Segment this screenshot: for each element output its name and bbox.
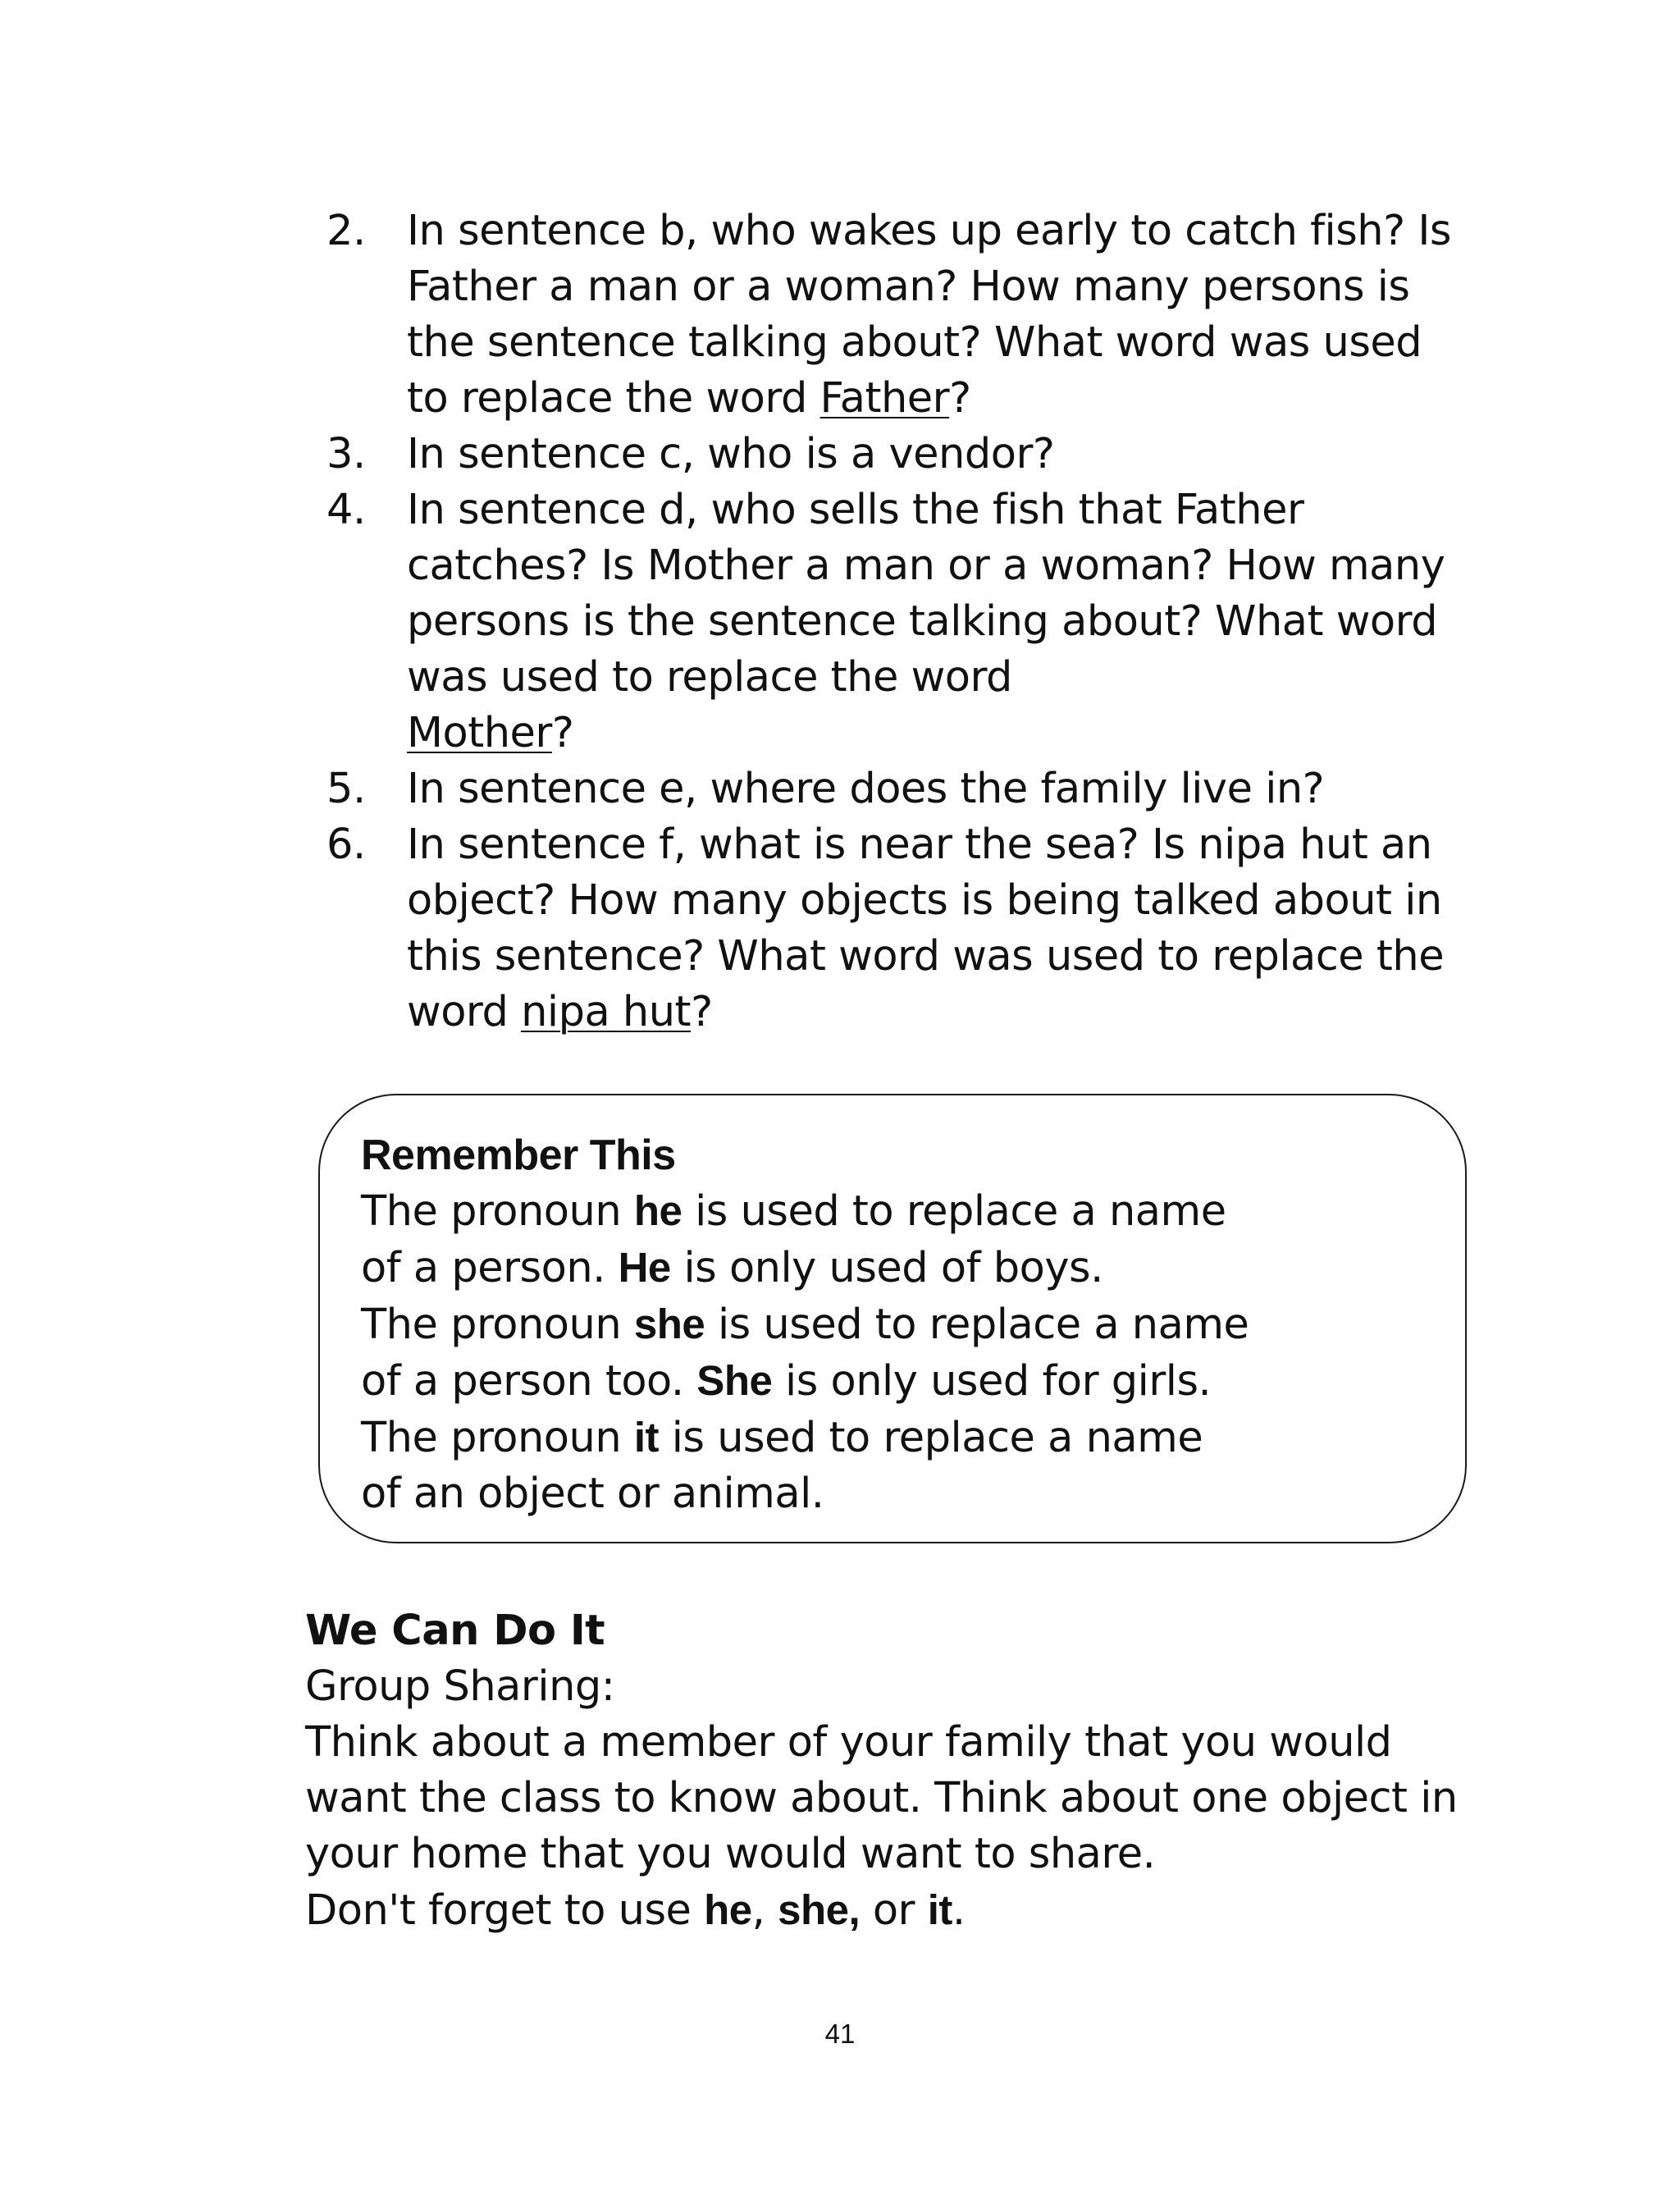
question-punct: ? <box>691 988 713 1036</box>
question-number: 5. <box>326 765 366 813</box>
text: of a person. <box>361 1244 619 1292</box>
page-number: 41 <box>824 2019 856 2049</box>
question-number: 3. <box>326 430 366 478</box>
remember-content <box>361 1127 1444 1522</box>
text: or <box>860 1886 928 1935</box>
bold-pronoun: it <box>633 1414 660 1461</box>
remember-line <box>361 1353 1444 1410</box>
question-punct: ? <box>551 709 574 757</box>
underlined-word: nipa hut <box>521 988 692 1036</box>
question-number: 6. <box>326 821 366 869</box>
underlined-word: Mother <box>407 709 552 757</box>
question-number: 2. <box>326 207 366 255</box>
underlined-word: Father <box>819 374 950 423</box>
question-list <box>326 203 1467 1040</box>
bold-pronoun: it <box>927 1886 952 1933</box>
text: is used to replace a name <box>659 1414 1203 1462</box>
question-text: In sentence c, who is a vendor? <box>407 430 1055 478</box>
activity-section <box>305 1603 1486 1939</box>
remember-line <box>361 1296 1444 1353</box>
bold-pronoun: she <box>633 1301 705 1347</box>
text: The pronoun <box>361 1187 634 1236</box>
question-punct: ? <box>949 374 971 423</box>
list-item <box>326 427 1467 482</box>
question-text: In sentence e, where does the family live in? <box>407 765 1325 813</box>
remember-line <box>361 1410 1444 1466</box>
activity-subtitle: Group Sharing: <box>305 1662 615 1711</box>
list-item <box>326 817 1467 1040</box>
activity-body: Think about a member of your family that you would want the class to know about. Think about one object in your home that you would want to share. <box>305 1718 1458 1878</box>
list-item <box>326 203 1467 427</box>
text: of a person too. <box>361 1357 697 1406</box>
text: . <box>952 1886 966 1935</box>
text: is used to replace a name <box>705 1301 1249 1349</box>
bold-pronoun: he <box>633 1187 682 1234</box>
text: , <box>751 1886 778 1935</box>
text: Don't forget to use <box>305 1886 705 1935</box>
list-item <box>326 761 1467 817</box>
question-text: In sentence d, who sells the fish that Father catches? Is Mother a man or a woman? How many persons is the sentence talking about? What word was used to replace the word <box>407 486 1445 702</box>
bold-pronoun: he <box>704 1886 752 1933</box>
text: The pronoun <box>361 1414 634 1462</box>
remember-line: of an object or animal. <box>361 1470 824 1518</box>
activity-closing <box>305 1882 1486 1939</box>
text: is used to replace a name <box>682 1187 1226 1236</box>
question-text: In sentence f, what is near the sea? Is nipa hut an object? How many objects is being talked about in this sentence? What word was used to replace the word <box>407 821 1445 1036</box>
activity-title: We Can Do It <box>305 1607 605 1655</box>
text: is only used of boys. <box>670 1244 1103 1292</box>
remember-line <box>361 1183 1444 1240</box>
list-item <box>326 482 1467 761</box>
bold-pronoun: She <box>696 1357 773 1404</box>
text: The pronoun <box>361 1301 634 1349</box>
remember-line <box>361 1240 1444 1296</box>
question-text: In sentence b, who wakes up early to catch fish? Is Father a man or a woman? How many persons is the sentence talking about? What word was used to replace the word <box>407 207 1452 423</box>
bold-pronoun: He <box>618 1244 671 1291</box>
bold-pronoun: she, <box>778 1886 861 1933</box>
remember-lines <box>361 1183 1444 1522</box>
text: is only used for girls. <box>772 1357 1212 1406</box>
question-number: 4. <box>326 486 366 534</box>
remember-title: Remember This <box>361 1132 676 1179</box>
